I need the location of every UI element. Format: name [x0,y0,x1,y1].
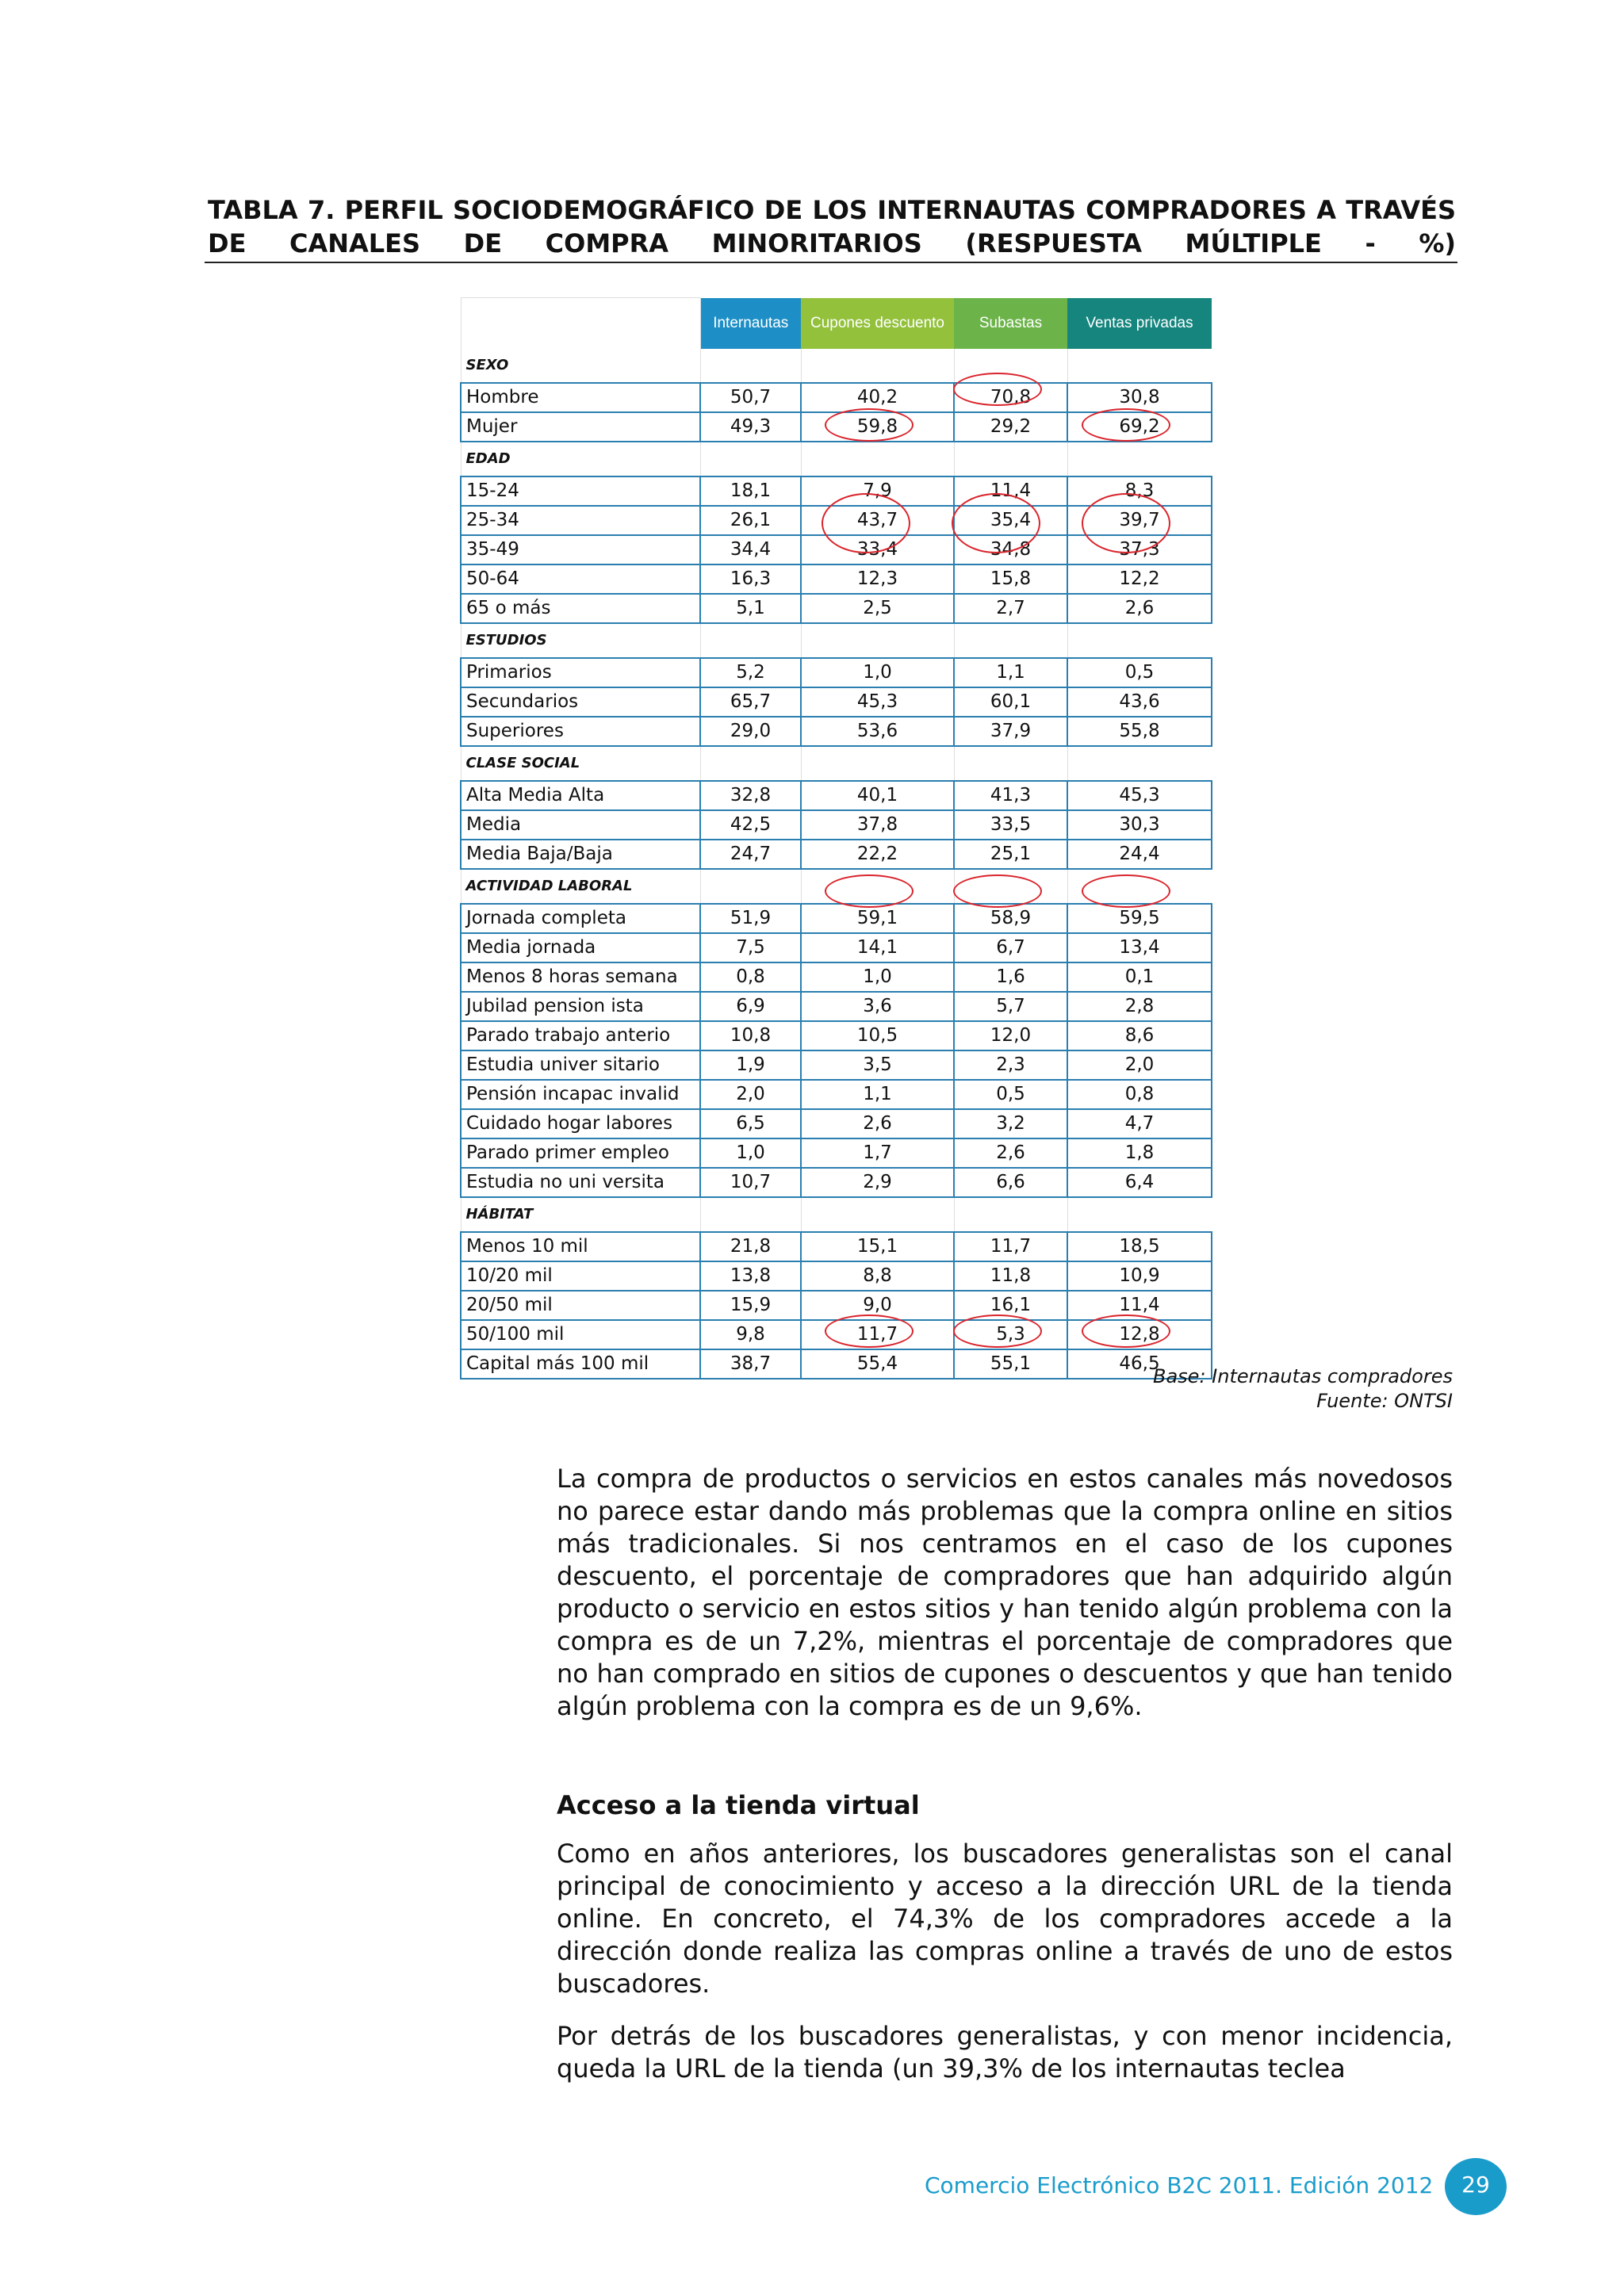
table-cell: 37,9 [954,717,1067,746]
table-cell: 38,7 [700,1349,801,1379]
table-cell: 33,5 [954,810,1067,840]
row-label: Capital más 100 mil [461,1349,700,1379]
table-cell: 15,1 [801,1232,954,1261]
paragraph-3: Por detrás de los buscadores generalistas, y con menor incidencia, queda la URL de la tienda (un 39,3% de los internautas teclea [557,2021,1453,2084]
table-row [461,904,1212,933]
row-label: Menos 8 horas semana [461,962,700,992]
section-spacer-cell [700,349,801,383]
section-spacer-cell [700,442,801,476]
row-label: 65 o más [461,594,700,623]
highlight-circle [1082,874,1170,908]
table-cell: 37,3 [1067,535,1212,564]
table-cell: 0,8 [700,962,801,992]
highlight-circle [1082,493,1170,553]
table-cell: 16,3 [700,564,801,594]
section-spacer-cell [954,442,1067,476]
table-cell: 32,8 [700,781,801,810]
table-cell: 1,8 [1067,1138,1212,1168]
highlight-circle [1082,408,1170,442]
section-spacer-cell [954,1197,1067,1232]
highlight-circle [825,408,914,442]
table-cell: 30,3 [1067,810,1212,840]
table-row [461,564,1212,594]
table-row [461,992,1212,1021]
section-spacer-cell [954,746,1067,781]
table-row [461,1261,1212,1291]
table-cell: 43,6 [1067,687,1212,717]
title-divider [205,262,1457,263]
table-cell: 15,9 [700,1291,801,1320]
table-row [461,717,1212,746]
table-cell: 24,7 [700,840,801,869]
table-cell: 58,9 [954,904,1067,933]
table-row [461,658,1212,687]
row-label: 25-34 [461,506,700,535]
row-label: 20/50 mil [461,1291,700,1320]
highlight-circle [825,874,914,908]
table-cell: 18,1 [700,476,801,506]
highlight-circle [822,493,910,553]
table-cell: 1,0 [700,1138,801,1168]
table-row [461,1291,1212,1320]
table-cell: 2,7 [954,594,1067,623]
table-cell: 49,3 [700,412,801,442]
highlight-circle [953,373,1042,406]
table-cell: 16,1 [954,1291,1067,1320]
table-cell: 1,6 [954,962,1067,992]
table-cell: 2,0 [1067,1050,1212,1080]
table-cell: 7,5 [700,933,801,962]
section-spacer-cell [1067,442,1212,476]
table-cell: 2,8 [1067,992,1212,1021]
table-cell: 12,2 [1067,564,1212,594]
table-cell: 11,7 [801,1320,954,1349]
table-cell: 3,6 [801,992,954,1021]
column-header: Cupones descuento [801,298,954,350]
table-cell: 12,8 [1067,1320,1212,1349]
section-spacer-cell [1067,746,1212,781]
table-cell: 45,3 [1067,781,1212,810]
table-cell: 2,6 [801,1109,954,1138]
table-cell: 21,8 [700,1232,801,1261]
table-cell: 8,8 [801,1261,954,1291]
section-label: CLASE SOCIAL [461,746,700,781]
table-cell: 55,1 [954,1349,1067,1379]
table-cell: 6,7 [954,933,1067,962]
table-row [461,933,1212,962]
row-label: Pensión incapac invalid [461,1080,700,1109]
source-base: Base: Internautas compradores [1153,1365,1453,1387]
section-spacer-cell [801,1197,954,1232]
table-cell: 39,7 [1067,506,1212,535]
section-spacer-cell [700,746,801,781]
table-cell: 18,5 [1067,1232,1212,1261]
highlight-circle [825,1314,914,1348]
table-cell: 26,1 [700,506,801,535]
row-label: Secundarios [461,687,700,717]
table-cell: 2,6 [954,1138,1067,1168]
table-cell: 2,3 [954,1050,1067,1080]
table-cell: 29,0 [700,717,801,746]
table-cell: 3,2 [954,1109,1067,1138]
paragraph-1: La compra de productos o servicios en estos canales más novedosos no parece estar dando más problemas que la compra online en sitios más tradicionales. Si nos centramos en el caso de los cupones descuento, el porcentaje de compradores que han adquirido algún producto o servicio en estos sitios y han tenido algún problema con la compra es de un 7,2%, mientras el porcentaje de compradores que no han comprado en sitios de cupones o descuentos y que han tenido algún problema con la compra es de un 9,6%. [557,1464,1453,1721]
table-cell: 11,8 [954,1261,1067,1291]
table-source [1153,1364,1453,1414]
section-label: ESTUDIOS [461,623,700,658]
table-cell: 6,6 [954,1168,1067,1197]
table-cell: 2,6 [1067,594,1212,623]
table-cell: 45,3 [801,687,954,717]
section-label: ACTIVIDAD LABORAL [461,869,700,904]
row-label: Media [461,810,700,840]
table-cell: 40,2 [801,383,954,412]
table-cell: 35,4 [954,506,1067,535]
table-cell: 1,0 [801,962,954,992]
row-label: 35-49 [461,535,700,564]
section-spacer-cell [954,623,1067,658]
table-cell: 11,7 [954,1232,1067,1261]
table-cell: 2,0 [700,1080,801,1109]
table-cell: 11,4 [1067,1291,1212,1320]
section-spacer-cell [700,869,801,904]
table-row [461,1138,1212,1168]
table-cell: 7,9 [801,476,954,506]
row-label: Cuidado hogar labores [461,1109,700,1138]
table-cell: 1,9 [700,1050,801,1080]
table-cell: 65,7 [700,687,801,717]
table-cell: 29,2 [954,412,1067,442]
table-cell: 41,3 [954,781,1067,810]
table-row [461,383,1212,412]
table-cell: 6,4 [1067,1168,1212,1197]
sociodemographic-table [460,297,1212,1380]
table-cell: 55,8 [1067,717,1212,746]
table-row [461,1349,1212,1379]
table-cell: 0,1 [1067,962,1212,992]
table-cell: 2,9 [801,1168,954,1197]
row-label: Estudia no uni versita [461,1168,700,1197]
table-cell: 0,5 [954,1080,1067,1109]
section-spacer-cell [801,349,954,383]
table-row [461,1109,1212,1138]
paragraph-2: Como en años anteriores, los buscadores generalistas son el canal principal de conocimiento y acceso a la dirección URL de la tienda online. En concreto, el 74,3% de los compradores accede a la dirección donde realiza las compras online a través de uno de estos buscadores. [557,1839,1453,1999]
table-cell: 69,2 [1067,412,1212,442]
table-row [461,1050,1212,1080]
section-spacer-cell [801,442,954,476]
table-cell: 1,7 [801,1138,954,1168]
table-cell: 34,4 [700,535,801,564]
table-cell: 59,8 [801,412,954,442]
table-cell: 10,8 [700,1021,801,1050]
section-spacer-cell [1067,1197,1212,1232]
table-cell: 14,1 [801,933,954,962]
highlight-circle [1082,1314,1170,1348]
table-cell: 51,9 [700,904,801,933]
row-label: 50/100 mil [461,1320,700,1349]
table-cell: 6,9 [700,992,801,1021]
table-cell: 2,5 [801,594,954,623]
table-cell: 11,4 [954,476,1067,506]
row-label: Hombre [461,383,700,412]
section-spacer-cell [1067,623,1212,658]
table-cell: 22,2 [801,840,954,869]
table-cell: 5,3 [954,1320,1067,1349]
table-cell: 13,4 [1067,933,1212,962]
table-cell: 8,6 [1067,1021,1212,1050]
table-cell: 0,8 [1067,1080,1212,1109]
highlight-circle [953,874,1042,908]
table-cell: 43,7 [801,506,954,535]
section-spacer-cell [700,623,801,658]
section-label: SEXO [461,349,700,383]
table-row [461,810,1212,840]
table-cell: 12,3 [801,564,954,594]
table-cell: 4,7 [1067,1109,1212,1138]
table-title: TABLA 7. PERFIL SOCIODEMOGRÁFICO DE LOS INTERNAUTAS COMPRADORES A TRAVÉS DE CANALES DE COMPRA MINORITARIOS (RESPUESTA MÚLTIPLE - %) [208,195,1456,258]
table-cell: 1,1 [801,1080,954,1109]
row-label: Jornada completa [461,904,700,933]
column-header: Internautas [700,298,801,350]
row-label: Alta Media Alta [461,781,700,810]
table-row [461,1168,1212,1197]
table-cell: 10,5 [801,1021,954,1050]
section-spacer-cell [801,623,954,658]
table-cell: 24,4 [1067,840,1212,869]
table-cell: 53,6 [801,717,954,746]
table-cell: 42,5 [700,810,801,840]
table-row [461,781,1212,810]
table-cell: 10,9 [1067,1261,1212,1291]
table-cell: 13,8 [700,1261,801,1291]
section-spacer-cell [1067,349,1212,383]
table-row [461,1021,1212,1050]
table-row [461,1080,1212,1109]
table-cell: 15,8 [954,564,1067,594]
source-fuente: Fuente: ONTSI [1316,1390,1453,1412]
row-label: 10/20 mil [461,1261,700,1291]
row-label: Estudia univer sitario [461,1050,700,1080]
table-cell: 1,1 [954,658,1067,687]
row-label: Primarios [461,658,700,687]
section-heading: Acceso a la tienda virtual [557,1790,920,1820]
table-cell: 5,7 [954,992,1067,1021]
section-label: HÁBITAT [461,1197,700,1232]
table-cell: 25,1 [954,840,1067,869]
row-label: Parado primer empleo [461,1138,700,1168]
row-label: Media Baja/Baja [461,840,700,869]
column-header: Ventas privadas [1067,298,1212,350]
row-label: Jubilad pension ista [461,992,700,1021]
table-cell: 1,0 [801,658,954,687]
section-spacer-cell [801,746,954,781]
row-label: Parado trabajo anterio [461,1021,700,1050]
table-cell: 9,8 [700,1320,801,1349]
table-row [461,1232,1212,1261]
row-label: Menos 10 mil [461,1232,700,1261]
highlight-circle [953,1314,1042,1348]
section-spacer-cell [700,1197,801,1232]
table-row [461,687,1212,717]
footer-text: Comercio Electrónico B2C 2011. Edición 2012 [925,2172,1434,2198]
table-cell: 50,7 [700,383,801,412]
table-row [461,594,1212,623]
table-cell: 70,8 [954,383,1067,412]
row-label: 15-24 [461,476,700,506]
table-cell: 5,1 [700,594,801,623]
table-cell: 8,3 [1067,476,1212,506]
row-label: Media jornada [461,933,700,962]
table-cell: 5,2 [700,658,801,687]
table-cell: 59,1 [801,904,954,933]
table-row [461,840,1212,869]
table-cell: 55,4 [801,1349,954,1379]
row-label: Mujer [461,412,700,442]
column-header: Subastas [954,298,1067,350]
table-cell: 40,1 [801,781,954,810]
table-cell: 37,8 [801,810,954,840]
table-row [461,962,1212,992]
table-cell: 33,4 [801,535,954,564]
table-cell: 60,1 [954,687,1067,717]
table-cell: 12,0 [954,1021,1067,1050]
highlight-circle [952,493,1040,553]
table-cell: 3,5 [801,1050,954,1080]
table-cell: 0,5 [1067,658,1212,687]
section-label: EDAD [461,442,700,476]
table-cell: 46,5 [1067,1349,1212,1379]
table-cell: 9,0 [801,1291,954,1320]
row-label: 50-64 [461,564,700,594]
table-cell: 10,7 [700,1168,801,1197]
page-number: 29 [1445,2158,1507,2215]
header-empty [461,298,700,350]
table-cell: 34,8 [954,535,1067,564]
table-cell: 6,5 [700,1109,801,1138]
row-label: Superiores [461,717,700,746]
table-cell: 59,5 [1067,904,1212,933]
table-cell: 30,8 [1067,383,1212,412]
